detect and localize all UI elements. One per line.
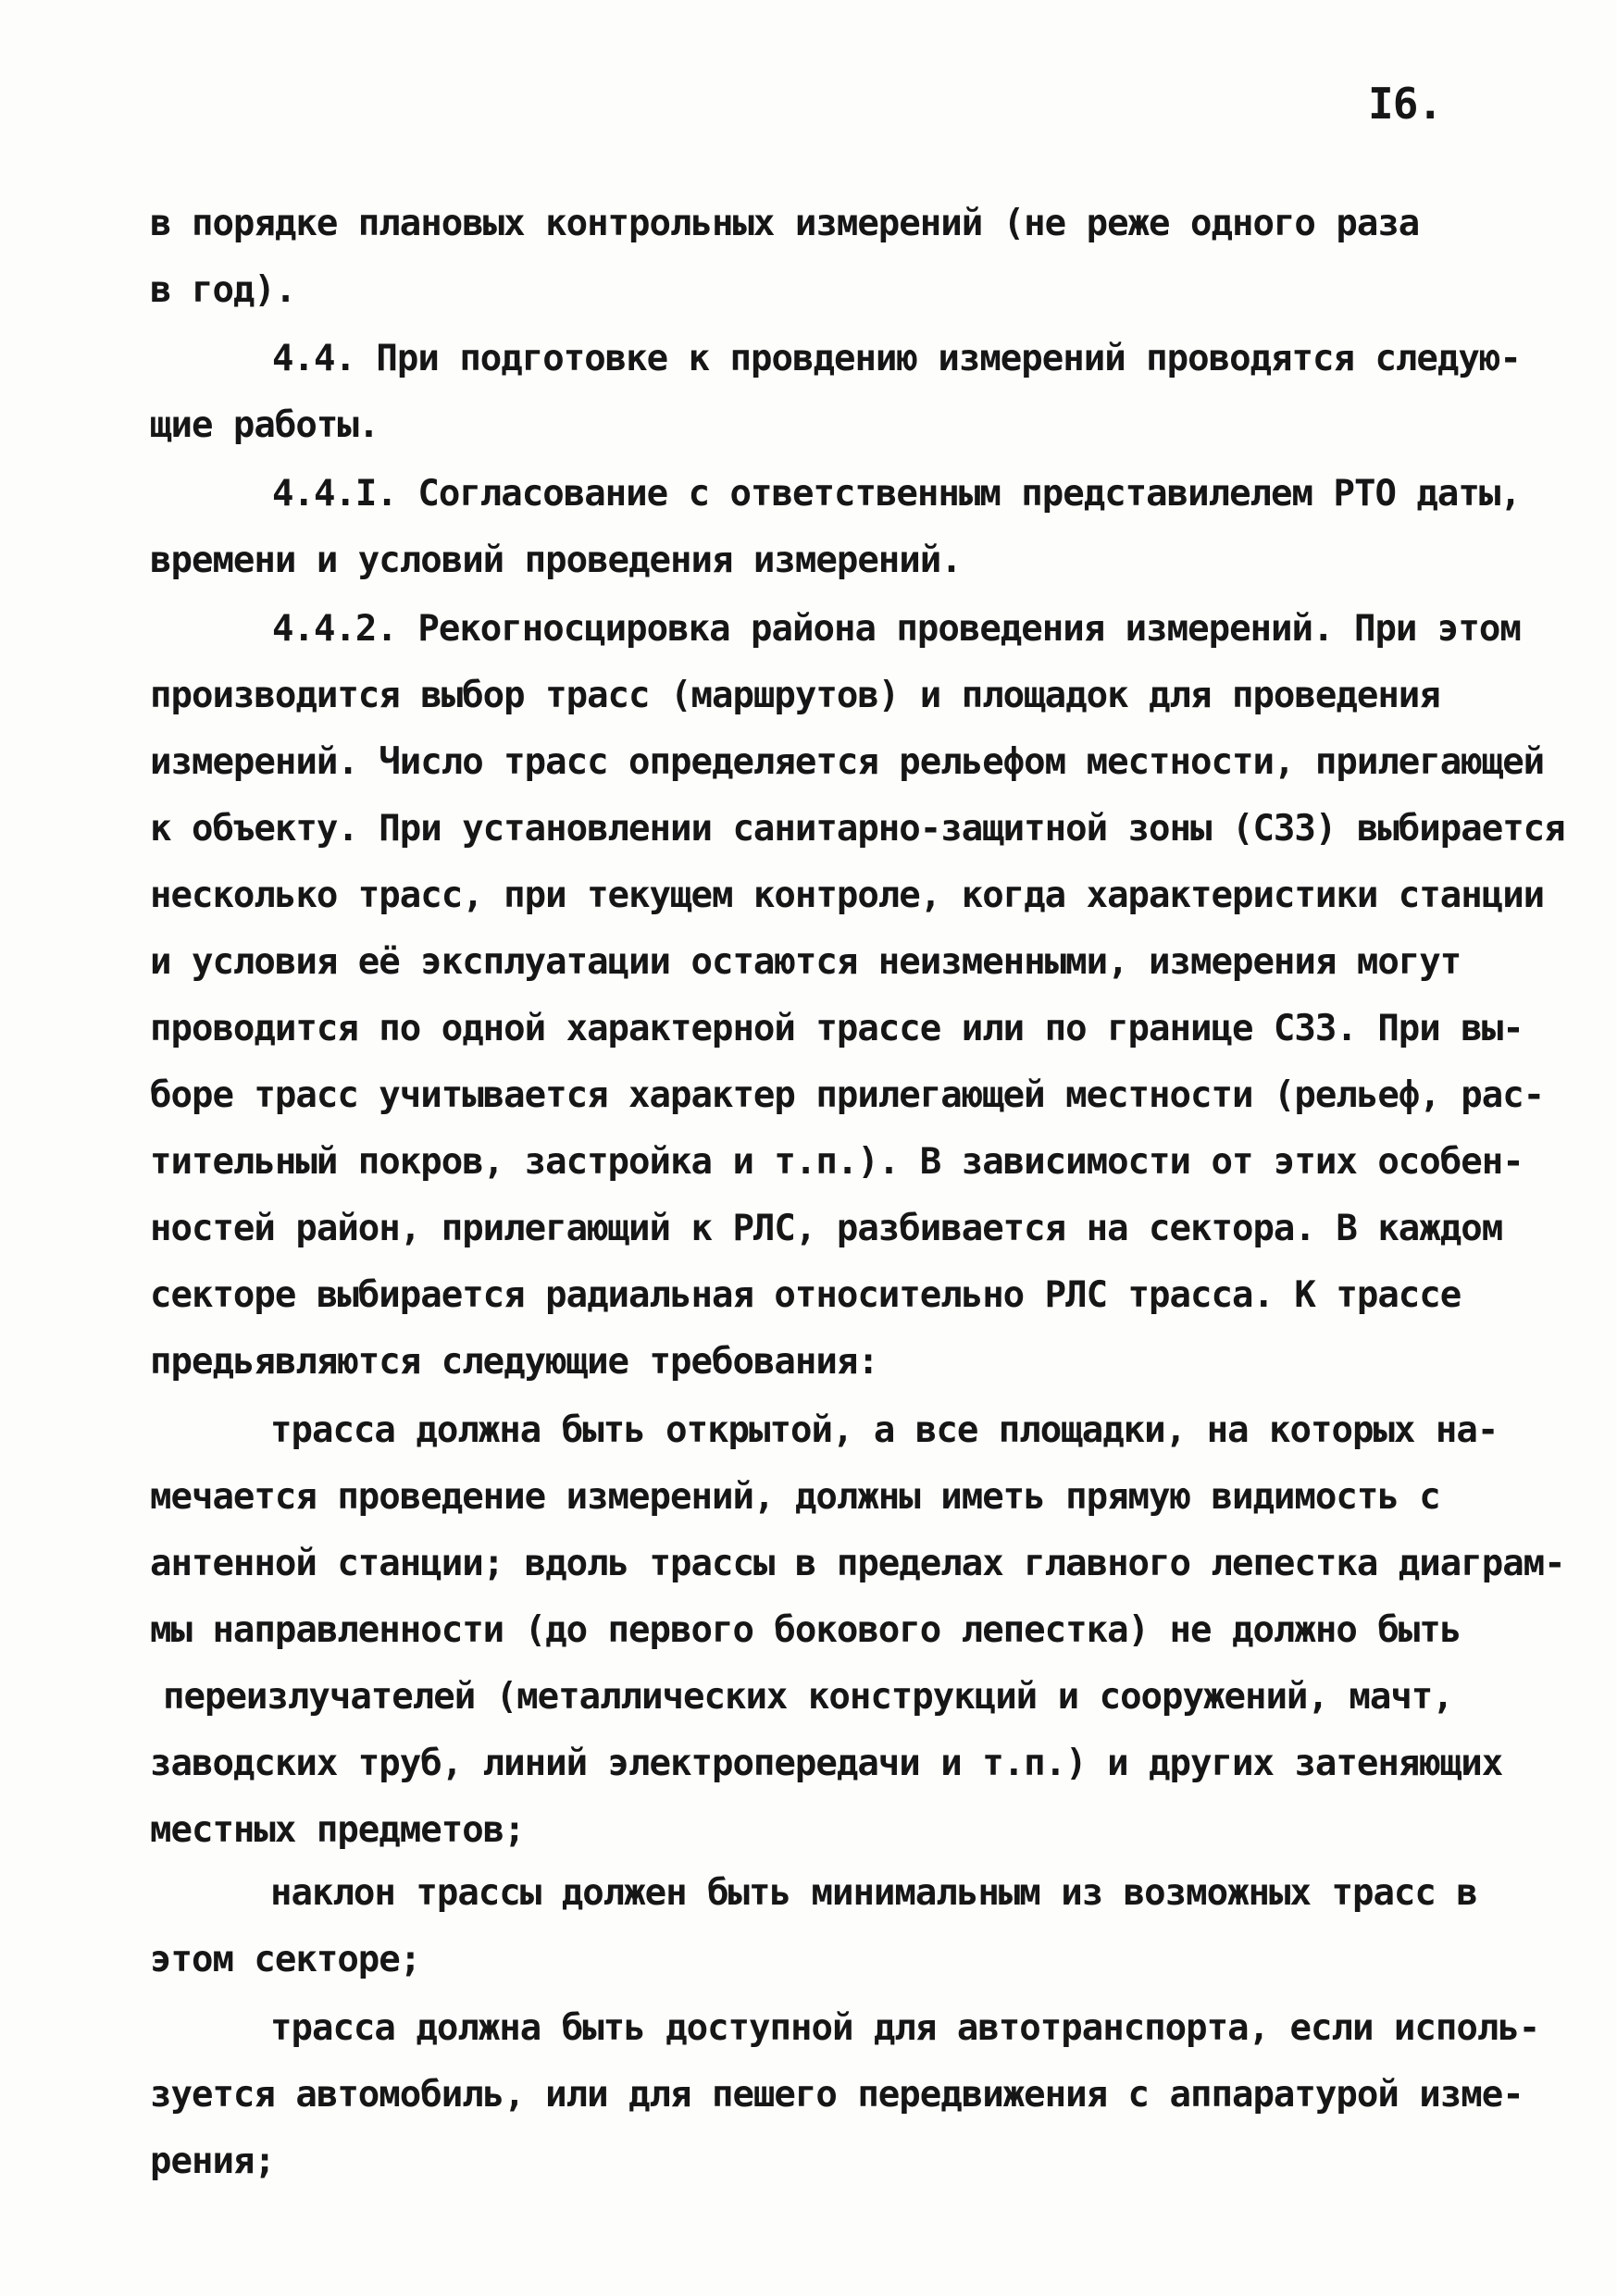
requirement-slope	[150, 1860, 1487, 1993]
text-line: боре трасс учитывается характер прилегающей местности (рельеф, рас-	[150, 1074, 1545, 1116]
page-number: I6.	[1368, 79, 1443, 129]
text-line: мы направленности (до первого бокового лепестка) не должно быть	[150, 1609, 1462, 1651]
text-line: рения;	[150, 2141, 275, 2182]
text-line: измерений. Число трасс определяется рельефом местности, прилегающей	[150, 741, 1545, 783]
text-line: производится выбор трасс (маршрутов) и площадок для проведения	[150, 675, 1440, 716]
text-line: времени и условий проведения измерений.	[150, 540, 962, 581]
text-line: 4.4.2. Рекогносцировка района проведения измерений. При этом	[272, 608, 1521, 650]
text-line: проводится по одной характерной трассе или по границе СЗЗ. При вы-	[150, 1008, 1524, 1049]
text-line: в год).	[150, 269, 296, 311]
text-line: тительный покров, застройка и т.п.). В зависимости от этих особен-	[150, 1141, 1524, 1183]
text-line: 4.4.I. Согласование с ответственным представилелем РТО даты,	[272, 473, 1521, 515]
text-line: к объекту. При установлении санитарно-защитной зоны (СЗЗ) выбирается	[150, 808, 1565, 850]
requirement-open-route	[150, 1397, 1565, 1864]
paragraph-4-4-1	[150, 461, 1521, 594]
paragraph-4-4-2	[150, 596, 1565, 1396]
text-line: наклон трассы должен быть минимальным из возможных трасс в	[270, 1872, 1477, 1914]
text-line: несколько трасс, при текущем контроле, когда характеристики станции	[150, 875, 1545, 916]
text-line: 4.4. При подготовке к провдению измерений проводятся следую-	[272, 338, 1521, 379]
text-line: заводских труб, линий электропередачи и т.п.) и других затеняющих	[150, 1743, 1503, 1784]
text-line: мечается проведение измерений, должны иметь прямую видимость с	[150, 1476, 1440, 1518]
text-line: в порядке плановых контрольных измерений (не реже одного раза	[150, 203, 1420, 244]
requirement-accessibility	[150, 1995, 1540, 2195]
text-line: щие работы.	[150, 404, 379, 446]
text-line: антенной станции; вдоль трассы в пределах главного лепестка диаграм-	[150, 1543, 1565, 1584]
paragraph-4-4	[150, 326, 1521, 459]
text-line: предьявляются следующие требования:	[150, 1341, 878, 1383]
text-line: трасса должна быть открытой, а все площадки, на которых на-	[270, 1409, 1499, 1451]
text-line: зуется автомобиль, или для пешего передвижения с аппаратурой изме-	[150, 2074, 1524, 2116]
text-line: и условия её эксплуатации остаются неизменными, измерения могут	[150, 941, 1462, 983]
text-line: ностей район, прилегающий к РЛС, разбивается на сектора. В каждом	[150, 1208, 1503, 1249]
text-line: местных предметов;	[150, 1809, 525, 1851]
paragraph-continuation	[150, 191, 1487, 324]
text-line: этом секторе;	[150, 1939, 421, 1980]
text-line: секторе выбирается радиальная относительно РЛС трасса. К трассе	[150, 1274, 1462, 1316]
text-line: трасса должна быть доступной для автотранспорта, если исполь-	[270, 2007, 1540, 2049]
text-line: переизлучателей (металлических конструкций и сооружений, мачт,	[163, 1676, 1453, 1718]
